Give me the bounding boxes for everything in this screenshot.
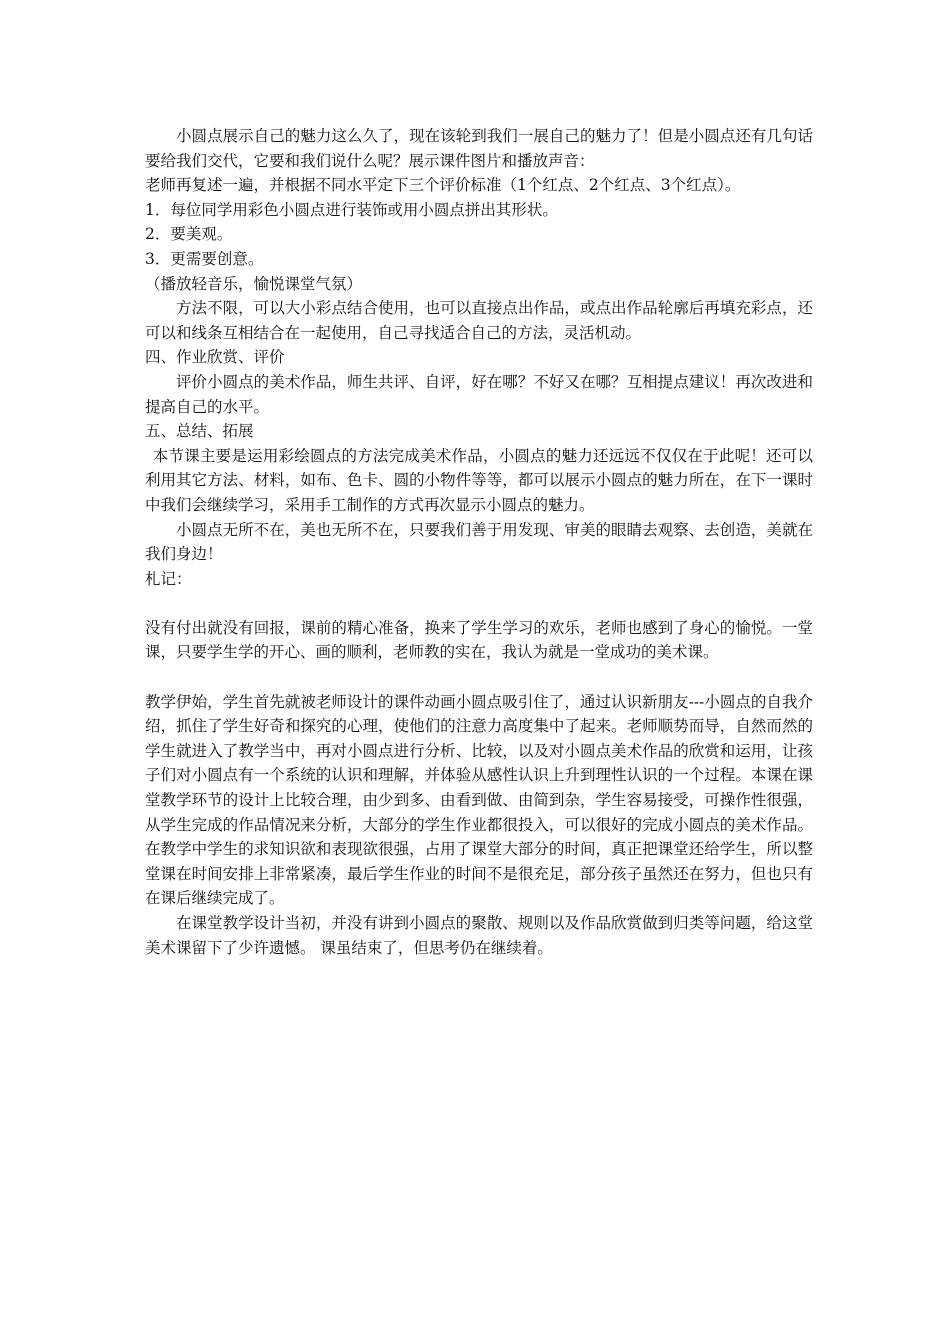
notes-label: 札记： [145, 569, 192, 588]
section-heading-5: 五、总结、拓展 [145, 422, 254, 441]
list-item-3: 3．更需要创意。 [145, 249, 264, 268]
paragraph-music-note: （播放轻音乐，愉悦课堂气氛） [145, 274, 363, 293]
paragraph-reflection-1: 没有付出就没有回报，课前的精心准备，换来了学生学习的欢乐，老师也感到了身心的愉悦。一堂课，只要学生学的开心、画的顺利，老师教的实在，我认为就是一堂成功的美术课。 [145, 618, 813, 662]
spacer [145, 665, 813, 690]
list-item-1: 1．每位同学用彩色小圆点进行装饰或用小圆点拼出其形状。 [145, 200, 558, 219]
paragraph-beauty: 小圆点无所不在，美也无所不在，只要我们善于用发现、审美的眼睛去观察、去创造，美就在我们身边！ [145, 520, 813, 564]
paragraph-intro: 小圆点展示自己的魅力这么久了，现在该轮到我们一展自己的魅力了！但是小圆点还有几句话要给我们交代，它要和我们说什么呢？展示课件图片和播放声音： [145, 127, 813, 170]
list-item-2: 2．要美观。 [145, 225, 233, 244]
spacer [145, 591, 813, 616]
paragraph-reflection-3: 在课堂教学设计当初，并没有讲到小圆点的聚散、规则以及作品欣赏做到归类等问题，给这堂美术课留下了少许遗憾。 课虽结束了，但思考仍在继续着。 [145, 914, 813, 957]
paragraph-criteria: 老师再复述一遍，并根据不同水平定下三个评价标准（1个红点、2个红点、3个红点）。 [145, 176, 741, 195]
paragraph-methods: 方法不限，可以大小彩点结合使用，也可以直接点出作品，或点出作品轮廓后再填充彩点，还可以和线条互相结合在一起使用，自己寻找适合自己的方法，灵活机动。 [145, 299, 813, 342]
paragraph-summary: 本节课主要是运用彩绘圆点的方法完成美术作品，小圆点的魅力还远远不仅仅在于此呢！还可以利用其它方法、材料，如布、色卡、圆的小物件等等，都可以展示小圆点的魅力所在，在下一课时中我们会继续学习，采用手工制作的方式再次显示小圆点的魅力。 [145, 446, 813, 514]
paragraph-reflection-2: 教学伊始，学生首先就被老师设计的课件动画小圆点吸引住了，通过认识新朋友---小圆点的自我介绍，抓住了学生好奇和探究的心理，使他们的注意力高度集中了起来。老师顺势而导，自然而然的学生就进入了教学当中，再对小圆点进行分析、比较，以及对小圆点美术作品的欣赏和运用，让孩子们对小圆点有一个系统的认识和理解，并体验从感性认识上升到理性认识的一个过程。本课在课堂教学环节的设计上比较合理，由少到多、由看到做、由简到杂，学生容易接受，可操作性很强，从学生完成的作品情况来分析，大部分的学生作业都很投入，可以很好的完成小圆点的美术作品。在教学中学生的求知识欲和表现欲很强，占用了课堂大部分的时间，真正把课堂还给学生，所以整堂课在时间安排上非常紧凑，最后学生作业的时间不是很充足，部分孩子虽然还在努力，但也只有在课后继续完成了。 [145, 692, 813, 908]
section-heading-4: 四、作业欣赏、评价 [145, 348, 285, 367]
paragraph-evaluation: 评价小圆点的美术作品，师生共评、自评，好在哪？不好又在哪？互相提点建议！再次改进和提高自己的水平。 [145, 372, 813, 416]
document-body [145, 124, 813, 960]
